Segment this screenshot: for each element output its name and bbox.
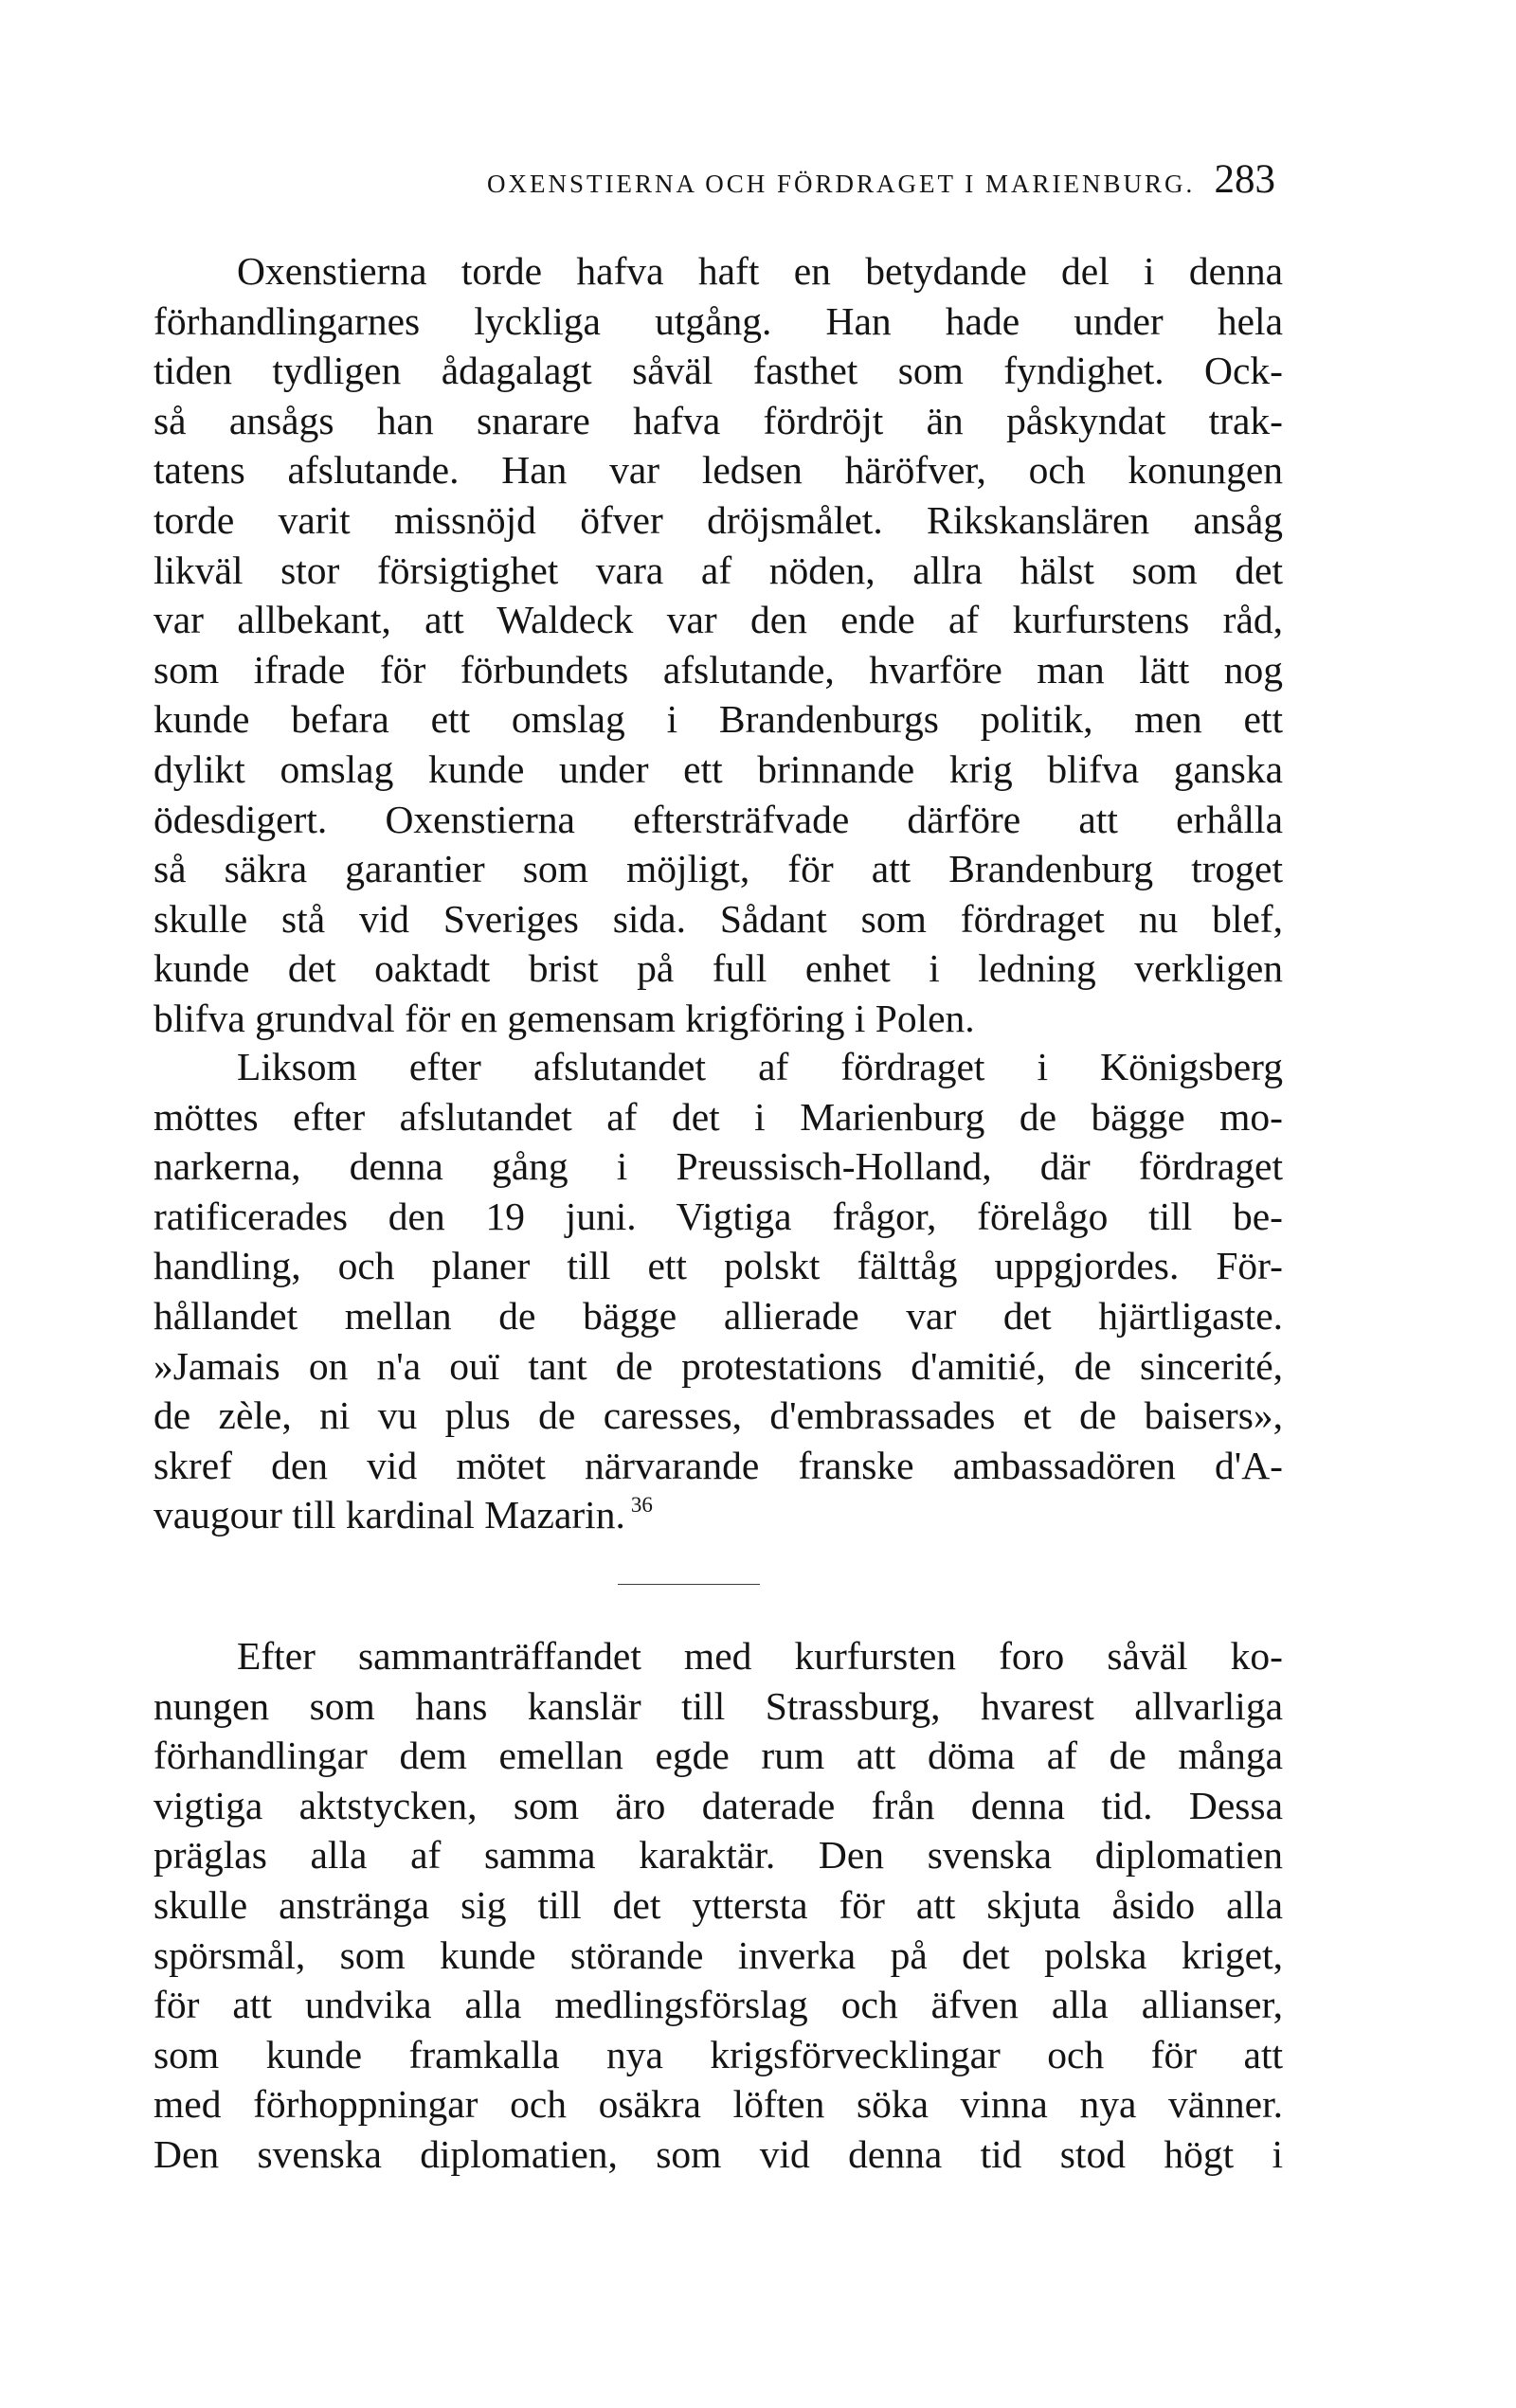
text-line: dylikt omslag kunde under ett brinnande krig blifva ganska: [153, 746, 1283, 791]
section-divider: [618, 1584, 760, 1585]
text-line: skref den vid mötet närvarande franske ambassadören d'A-: [153, 1443, 1283, 1487]
text-line: vigtiga aktstycken, som äro daterade från denna tid. Dessa: [153, 1783, 1283, 1827]
text-line: möttes efter afslutandet af det i Marienburg de bägge mo-: [153, 1094, 1283, 1139]
text-line: skulle anstränga sig till det yttersta för att skjuta åsido alla: [153, 1882, 1283, 1927]
text-line: skulle stå vid Sveriges sida. Sådant som fördraget nu blef,: [153, 896, 1283, 941]
text-line: blifva grundval för en gemensam krigföring i Polen.: [153, 996, 975, 1040]
text-line: Efter sammanträffandet med kurfursten foro såväl ko-: [237, 1634, 1283, 1678]
text-line: kunde befara ett omslag i Brandenburgs politik, men ett: [153, 697, 1283, 742]
text-line: som kunde framkalla nya krigsförvecklingar och för att: [153, 2032, 1283, 2076]
text-line: de zèle, ni vu plus de caresses, d'embrassades et de baisers»,: [153, 1393, 1283, 1438]
text-line: Oxenstierna torde hafva haft en betydande del i denna: [237, 249, 1283, 293]
text-line: tatens afslutande. Han var ledsen häröfver, och konungen: [153, 448, 1283, 493]
text-line: förhandlingarnes lyckliga utgång. Han hade under hela: [153, 298, 1283, 343]
header-title: OXENSTIERNA OCH FÖRDRAGET I MARIENBURG.: [487, 170, 1196, 198]
paragraph-3: [153, 1631, 1283, 2180]
text-line: hållandet mellan de bägge allierade var det hjärtligaste.: [153, 1293, 1283, 1338]
text-line: vaugour till kardinal Mazarin.: [153, 1493, 625, 1537]
text-line: ratificerades den 19 juni. Vigtiga frågor, förelågo till be-: [153, 1194, 1283, 1238]
text-line: präglas alla af samma karaktär. Den svenska diplomatien: [153, 1833, 1283, 1878]
text-line: Den svenska diplomatien, som vid denna tid stod högt i: [153, 2131, 1283, 2176]
text-line: likväl stor försigtighet vara af nöden, allra hälst som det: [153, 548, 1283, 592]
running-header: [153, 156, 1283, 213]
text-line: nungen som hans kanslär till Strassburg, hvarest allvarliga: [153, 1683, 1283, 1728]
footnote-reference[interactable]: 36: [630, 1493, 653, 1518]
text-line: så säkra garantier som möjligt, för att Brandenburg troget: [153, 847, 1283, 891]
text-line: narkerna, denna gång i Preussisch-Holland, där fördraget: [153, 1144, 1283, 1189]
text-line: torde varit missnöjd öfver dröjsmålet. Rikskanslären ansåg: [153, 497, 1283, 542]
text-line: handling, och planer till ett polskt fälttåg uppgjordes. För-: [153, 1244, 1283, 1288]
text-line: var allbekant, att Waldeck var den ende af kurfurstens råd,: [153, 598, 1283, 642]
paragraph-1: [153, 246, 1283, 1044]
text-line: förhandlingar dem emellan egde rum att döma af de många: [153, 1734, 1283, 1778]
page-number: 283: [1214, 157, 1275, 202]
text-line: så ansågs han snarare hafva fördröjt än påskyndat trak-: [153, 398, 1283, 442]
text-line: med förhoppningar och osäkra löften söka vinna nya vänner.: [153, 2082, 1283, 2127]
text-line: »Jamais on n'a ouï tant de protestations d'amitié, de sincerité,: [153, 1343, 1283, 1388]
text-line: ödesdigert. Oxenstierna eftersträfvade därföre att erhålla: [153, 797, 1283, 841]
text-line: tiden tydligen ådagalagt såväl fasthet som fyndighet. Ock-: [153, 349, 1283, 393]
text-line: kunde det oaktadt brist på full enhet i ledning verkligen: [153, 946, 1283, 991]
text-line: spörsmål, som kunde störande inverka på det polska kriget,: [153, 1932, 1283, 1977]
text-line: Liksom efter afslutandet af fördraget i Königsberg: [237, 1045, 1283, 1088]
text-line: som ifrade för förbundets afslutande, hvarföre man lätt nog: [153, 647, 1283, 692]
paragraph-2: [153, 1042, 1283, 1540]
text-line-last: [153, 1490, 1283, 1540]
text-line: för att undvika alla medlingsförslag och äfven alla allianser,: [153, 1983, 1283, 2027]
